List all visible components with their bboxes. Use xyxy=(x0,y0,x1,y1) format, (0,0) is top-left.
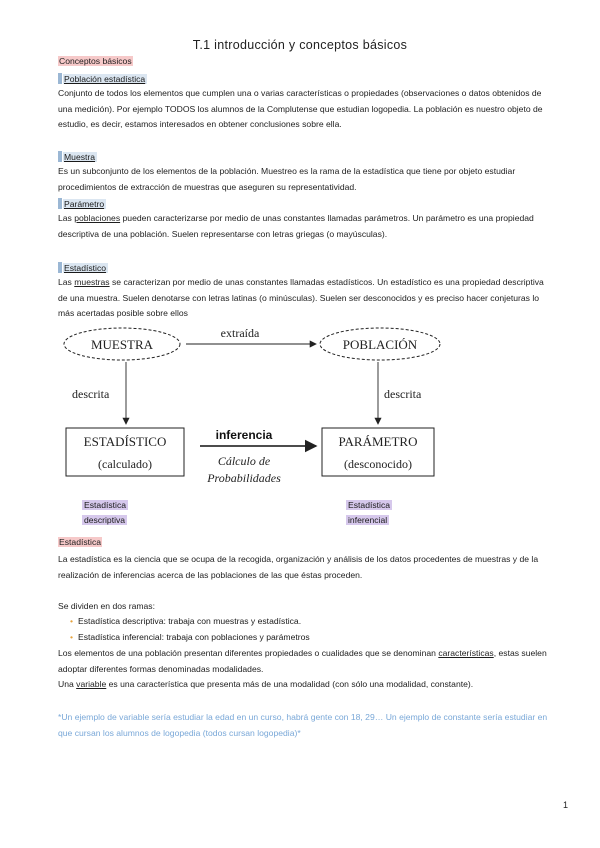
label-estadistica-inferencial xyxy=(346,498,392,528)
bullet-dot-icon: • xyxy=(70,631,74,642)
text-run: Las xyxy=(58,213,75,223)
list-item xyxy=(70,630,310,646)
text-run: , estas suelen adoptar diferentes formas denominadas modalidades. xyxy=(58,648,547,674)
heading-label: Estadístico xyxy=(64,263,107,273)
paragraph-muestra: Es un subconjunto de los elementos de la población. Muestreo es la rama de la estadística que tiene por objeto estudiar procedimientos de extracción de muestras que aseguren su representatividad. xyxy=(58,166,516,192)
paragraph-estadistico xyxy=(58,275,548,322)
heading-poblacion xyxy=(58,73,147,85)
text-run: es una característica que presenta más de una modalidad (con sólo una modalidad, constante). xyxy=(106,679,474,689)
parametro-label: PARÁMETRO xyxy=(338,434,418,449)
muestra-label: MUESTRA xyxy=(90,337,154,352)
list-item-text: Estadística descriptiva: trabaja con muestras y estadística. xyxy=(78,616,302,626)
paragraph-estadistica: La estadística es la ciencia que se ocupa de la recogida, organización y análisis de los datos procedentes de muestras y de la realización de inferencias acerca de las poblaciones de las que éstas proceden. xyxy=(58,554,539,580)
section-label: Estadística xyxy=(59,537,102,547)
list-item xyxy=(70,614,310,630)
heading-marker xyxy=(58,262,62,273)
section-label: Conceptos básicos xyxy=(59,56,132,66)
paragraph-caracteristicas xyxy=(58,646,548,677)
paragraph-variable xyxy=(58,677,548,693)
text-run: Una xyxy=(58,679,77,689)
list-item-text: Estadística inferencial: trabaja con poblaciones y parámetros xyxy=(78,631,310,642)
section-heading-conceptos xyxy=(58,54,548,70)
term-variable: variable xyxy=(76,679,107,689)
heading-estadistico xyxy=(58,262,108,274)
poblacion-label: POBLACIÓN xyxy=(342,337,418,352)
heading-marker xyxy=(58,198,62,209)
label-line: Estadística xyxy=(348,500,391,510)
calculado-label: (calculado) xyxy=(98,457,152,471)
paragraph-poblacion: Conjunto de todos los elementos que cumplen una o varias características o propiedades (observaciones o datos obtenidos de una medición). Por ejemplo TODOS los alumnos de la Complutense que estudian logopedia. La población es nuestro objeto de estudio, es decir, estamos interesados en obtener conclusiones sobre ella. xyxy=(58,88,543,130)
term-poblaciones: poblaciones xyxy=(74,213,121,223)
label-line: Estadística xyxy=(84,500,127,510)
text-run: Las xyxy=(58,277,75,287)
paragraph-ramas: Se dividen en dos ramas: xyxy=(58,601,155,611)
heading-label: Población estadística xyxy=(64,74,146,84)
section-heading-estadistica xyxy=(58,535,548,551)
text-run: se caracterizan por medio de unas constantes llamadas estadísticos. Un estadístico es una propiedad descriptiva de una muestra. Suelen denotarse con letras latinas (o minúsculas). Suelen ser desconocidos y es preciso hacer conjeturas lo más acertadas posible sobre ellos xyxy=(58,277,544,319)
heading-marker xyxy=(58,73,62,84)
paragraph-parametro xyxy=(58,211,548,242)
text-run: Los elementos de una población presentan diferentes propiedades o cualidades que se denominan xyxy=(58,648,439,658)
heading-parametro xyxy=(58,198,106,210)
label-line: descriptiva xyxy=(84,515,126,525)
example-note: *Un ejemplo de variable sería estudiar la edad en un curso, habrá gente con 18, 29… Un ejemplo de constante sería estudiar en que cursan los alumnos de logopedia (todos cursan logopedia)* xyxy=(58,712,548,738)
term-muestras: muestras xyxy=(74,277,110,287)
heading-label: Muestra xyxy=(64,152,96,162)
inferencia-label: inferencia xyxy=(215,428,273,442)
page-title: T.1 introducción y conceptos básicos xyxy=(192,38,408,52)
heading-marker xyxy=(58,151,62,162)
label-line: inferencial xyxy=(348,515,388,525)
term-caracteristicas: características xyxy=(438,648,494,658)
estadistico-label: ESTADÍSTICO xyxy=(83,434,167,449)
page-number: 1 xyxy=(562,800,568,810)
label-estadistica-descriptiva xyxy=(82,498,128,528)
heading-label: Parámetro xyxy=(64,199,105,209)
descrita-left-label: descrita xyxy=(72,387,110,401)
bullet-list xyxy=(70,614,310,645)
text-run: pueden caracterizarse por medio de unas constantes llamadas parámetros. Un parámetro es una propiedad descriptiva de una población. Suelen representarse con letras griegas (o mayúsculas). xyxy=(58,213,534,239)
descrita-right-label: descrita xyxy=(384,387,422,401)
calculo-label-1: Cálculo de xyxy=(217,454,271,468)
bullet-dot-icon: • xyxy=(70,616,74,626)
desconocido-label: (desconocido) xyxy=(344,457,412,471)
calculo-label-2: Probabilidades xyxy=(207,471,281,485)
concept-diagram xyxy=(60,320,480,500)
heading-muestra xyxy=(58,151,97,163)
extraida-label: extraída xyxy=(220,326,260,340)
